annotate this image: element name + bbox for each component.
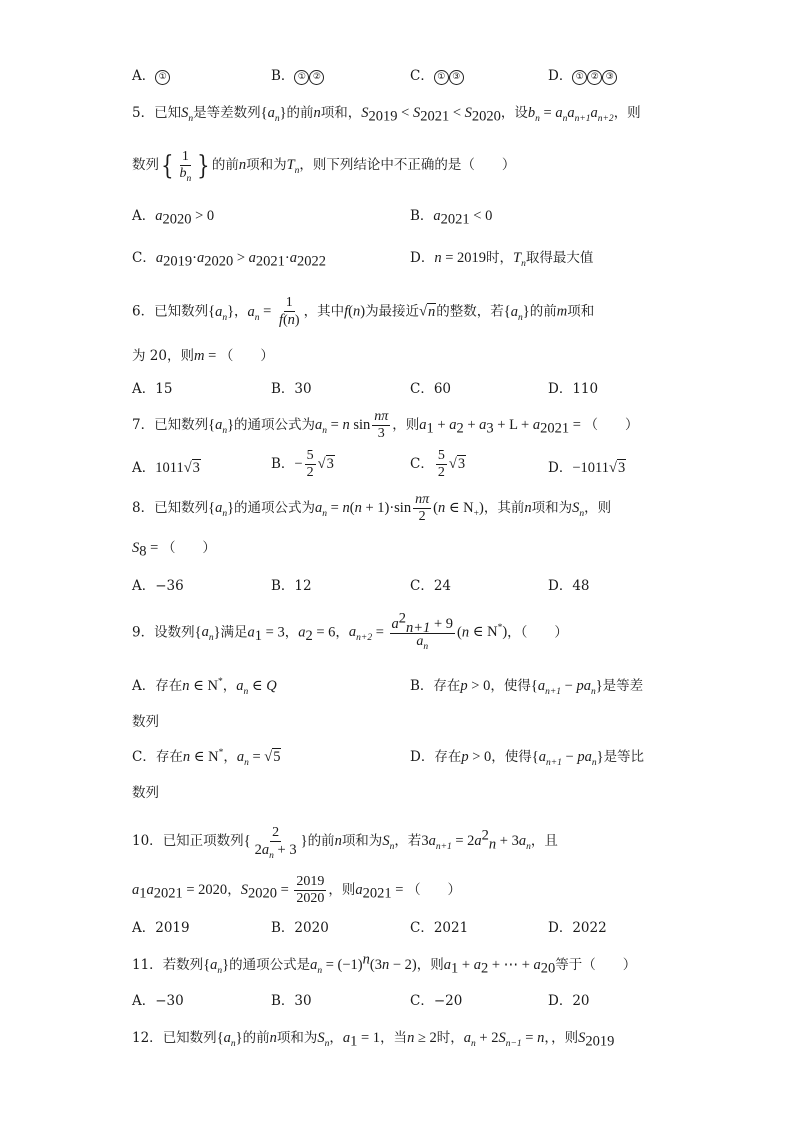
text: ，则下列结论中不正确的是（ ） [299, 157, 516, 173]
text: 的前 [242, 1030, 270, 1046]
text: ， [227, 882, 241, 898]
q7-option-d: D．−1011√3 [548, 460, 626, 476]
option-value: 30 [294, 993, 312, 1009]
text: 已知数列 [154, 500, 209, 516]
option-label: A． [132, 993, 156, 1009]
question-10-stem-line2: $a_1a_{2021} = 2020$，$S_{2020}$ = $\frac{2019}{2020}$ ，则$a_{2021}$ = （ ） [132, 874, 462, 906]
question-7-stem: 7．已知数列$\{a_n\}$的通项公式为$a_n = n$ sin $\frac{n\pi}{3}$ ，则$a_1 + a_2 + a_3 + L + a_{2021}$ = （ ） [132, 409, 639, 441]
text: A．存在 [132, 678, 183, 694]
option-label: C． [132, 250, 156, 266]
q7-option-a: A．1011√3 [132, 460, 200, 476]
option-label: D． [548, 993, 573, 1009]
text: 为最接近 [365, 303, 420, 320]
q8-option-c [410, 576, 451, 596]
text: 为 20，则 [132, 348, 194, 364]
q11-option-c [410, 991, 462, 1011]
option-value: −30 [155, 993, 184, 1009]
option-label: A． [132, 208, 156, 224]
q9-option-b-cont [132, 712, 159, 732]
option-label: B． [410, 208, 434, 224]
text: 数列 [132, 157, 159, 173]
q7-option-c: C． $\frac{5}{2}$ √3 [410, 448, 466, 480]
q10-option-b [271, 918, 329, 938]
q4-option-d [548, 66, 617, 86]
option-label: D． [548, 578, 573, 594]
text: ，则 [584, 500, 612, 516]
text: C．存在 [132, 749, 183, 765]
text: 已知正项数列 [162, 833, 244, 849]
text: 已知 [154, 105, 182, 121]
question-number: 9． [132, 624, 155, 641]
option-label: D． [548, 68, 573, 84]
q4-option-b [271, 66, 324, 86]
text: 时， [486, 250, 514, 266]
question-5-stem: 5．已知$S_n$是等差数列$\{a_n\}$的前n项和，$S_{2019} < S_{2021} < S_{2020}$，设$b_n = a_na_{n+1}a_{n+2}$，则 [132, 105, 641, 125]
text: 设数列 [154, 624, 195, 641]
text: 项和为 [531, 500, 573, 516]
option-label: B． [271, 993, 295, 1009]
question-12-stem: 12．已知数列$\{a_n\}$的前n项和为$S_n$，$a_1 = 1$，当n ≥ 2时，$a_n + 2S_{n-1} = n$，，则$S_{2019}$ [132, 1030, 615, 1050]
q8-option-d [548, 576, 590, 596]
text: 取得最大值 [525, 250, 594, 266]
q5-option-b: B．$a_{2021} < 0$ [410, 208, 493, 228]
text: 的前 [307, 833, 335, 849]
text: （ ） [161, 540, 216, 556]
text: 已知数列 [154, 303, 209, 320]
option-value: −36 [155, 578, 184, 594]
q6-option-d [548, 379, 598, 399]
text: 是等差数列 [193, 105, 261, 121]
text: 的通项公式为 [234, 417, 316, 433]
text: 项和 [567, 303, 595, 320]
text: 的整数，若 [436, 303, 504, 320]
q9-option-d-cont [132, 783, 159, 803]
option-label: C． [410, 993, 434, 1009]
text: 等于（ ） [555, 957, 637, 973]
text: （ ） [407, 882, 462, 898]
text: D．存在 [410, 749, 462, 765]
text: （ ） [584, 417, 639, 433]
question-number: 6． [132, 303, 155, 320]
text: 是等差 [602, 678, 644, 694]
question-number: 10． [132, 833, 163, 849]
text: 满足 [220, 624, 248, 641]
question-number: 7． [132, 417, 155, 433]
option-label: B． [271, 456, 295, 472]
question-9-stem: 9．设数列$\{a_n\}$满足$a_1 = 3$，$a_2 = 6$，$a_{n+2}$ = $\frac{a^2_{n+1} + 9}{a_n}$ (n ∈ N*)，（ ） [132, 610, 568, 652]
text: ，且 [530, 833, 558, 849]
option-value: 110 [572, 381, 599, 397]
text: 是等比 [603, 749, 645, 765]
q5-option-c: C．$a_{2019}\cdot a_{2020} > a_{2021}\cdot a_{2022}$ [132, 250, 326, 270]
text: ，则 [328, 882, 356, 898]
q6-option-c [410, 379, 451, 399]
circled-number: ① [434, 70, 449, 85]
text: ，若 [394, 833, 422, 849]
text: ， [222, 678, 237, 694]
question-number: 5． [132, 105, 155, 121]
text: 项和， [320, 105, 362, 121]
text: 已知数列 [154, 417, 209, 433]
q11-option-a [132, 991, 184, 1011]
text: ， [329, 1030, 343, 1046]
option-label: B． [271, 68, 295, 84]
text: ，其中 [303, 303, 345, 320]
text: ， [223, 749, 237, 765]
option-label: D． [548, 381, 573, 397]
option-label: D． [548, 460, 573, 476]
option-value: 12 [294, 578, 312, 594]
q5-option-d: D．n = 2019时，$T_n$取得最大值 [410, 250, 594, 269]
circled-number: ③ [449, 70, 464, 85]
question-11-stem: 11．若数列$\{a_n\}$的通项公式是$a_n = (-1)^n(3n - 2)$，则$a_1 + a_2$ + ⋯ + $a_{20}$等于（ ） [132, 951, 637, 977]
question-number: 12． [132, 1030, 163, 1046]
option-label: B． [271, 381, 295, 397]
text: B．存在 [410, 678, 461, 694]
text: 的前 [529, 303, 557, 320]
option-value: −20 [433, 993, 463, 1009]
option-label: C． [410, 381, 434, 397]
text: ， [284, 624, 299, 641]
q6-option-b [271, 379, 312, 399]
option-label: D． [548, 920, 573, 936]
text: 的通项公式是 [229, 957, 311, 973]
question-10-stem: 10．已知正项数列{ $\frac{2}{2a_n + 3}$ }的前n项和为$S_n$，若$3a_{n+1} = 2a^2_n + 3a_n$，且 [132, 824, 558, 861]
option-label: A． [132, 68, 156, 84]
question-5-stem-line2: 数列{ $\frac{1}{b_n}$ } 的前n项和为$T_n$，则下列结论中不正确的是（ ） [132, 149, 516, 184]
option-label: C． [410, 920, 434, 936]
q4-option-a [132, 66, 170, 86]
question-6-stem-line2: 为 20，则m = （ ） [132, 348, 274, 364]
text: 的前 [286, 105, 314, 121]
circled-number: ③ [602, 70, 617, 85]
text: 时， [436, 1030, 464, 1046]
text: ，（ ） [507, 624, 568, 641]
option-value: 2021 [433, 920, 469, 936]
option-label: C． [410, 578, 434, 594]
text: ，则 [392, 417, 420, 433]
option-label: C． [410, 68, 434, 84]
q8-option-b [271, 576, 312, 596]
question-8-stem: 8．已知数列$\{a_n\}$的通项公式为$a_n = n(n + 1)\cdot\sin$ $\frac{n\pi}{2}$ (n ∈ $N_+$)，其前n项和为$S_n$，则 [132, 492, 612, 524]
q10-option-d [548, 918, 607, 938]
text: ，设 [500, 105, 528, 121]
question-number: 11． [132, 957, 163, 973]
text: 数列 [132, 714, 159, 730]
circled-number: ① [572, 70, 587, 85]
q5-option-a: A．$a_{2020} > 0$ [132, 208, 215, 228]
q6-option-a [132, 379, 172, 399]
q7-option-b: B．− $\frac{5}{2}$ √3 [271, 448, 334, 480]
text: ， [234, 303, 248, 320]
q10-option-c [410, 918, 468, 938]
question-number: 8． [132, 500, 155, 516]
q9-option-d: D．存在p > 0，使得$\{a_{n+1} - pa_n\}$是等比 [410, 749, 645, 768]
option-value: 15 [155, 381, 173, 397]
q4-option-c [410, 66, 464, 86]
text: ，使得 [490, 678, 531, 694]
option-value: 60 [433, 381, 452, 397]
option-label: B． [271, 920, 295, 936]
text: 项和为 [341, 833, 383, 849]
text: ，，则 [544, 1030, 579, 1046]
text: ，其前 [483, 500, 525, 516]
text: 的通项公式为 [234, 500, 316, 516]
option-label: A． [132, 920, 156, 936]
text: （ ） [219, 348, 274, 364]
option-label: D． [410, 250, 435, 266]
question-6-stem: 6．已知数列$\{a_n\}$，$a_n$ = $\frac{1}{f(n)}$ ，其中f(n)为最接近√n的整数，若$\{a_n\}$的前m项和 [132, 295, 595, 328]
question-8-stem-line2: $S_8$ = （ ） [132, 540, 216, 560]
circled-number: ② [309, 70, 324, 85]
text: 项和为 [246, 157, 287, 173]
circled-number: ② [587, 70, 602, 85]
option-value: 30 [294, 381, 312, 397]
option-label: C． [410, 456, 434, 472]
option-value: 48 [572, 578, 590, 594]
text: ，当 [380, 1030, 408, 1046]
text: 数列 [132, 785, 159, 801]
text: 已知数列 [162, 1030, 217, 1046]
q11-option-b [271, 991, 312, 1011]
option-label: A． [132, 460, 156, 476]
text: ，使得 [491, 749, 532, 765]
text: ， [335, 624, 349, 641]
text: 的前 [211, 157, 239, 173]
option-value: 20 [572, 993, 590, 1009]
option-label: A． [132, 578, 156, 594]
text: 项和为 [276, 1030, 318, 1046]
option-value: 2019 [155, 920, 190, 936]
option-value: 24 [433, 578, 452, 594]
text: 若数列 [162, 957, 204, 973]
circled-number: ① [294, 70, 309, 85]
option-label: B． [271, 578, 295, 594]
option-value: 2022 [572, 920, 607, 936]
q10-option-a [132, 918, 190, 938]
text: ，则 [613, 105, 641, 121]
q9-option-a: A．存在n ∈ N*，$a_n$ ∈ Q [132, 677, 277, 697]
option-label: A． [132, 381, 156, 397]
q9-option-b: B．存在p > 0，使得$\{a_{n+1} - pa_n\}$是等差 [410, 678, 644, 697]
circled-number: ① [155, 70, 170, 85]
q9-option-c: C．存在n ∈ N*，$a_n = √5$ [132, 748, 281, 768]
text: ，则 [416, 957, 444, 973]
q11-option-d [548, 991, 590, 1011]
option-value: 2020 [294, 920, 329, 936]
q8-option-a [132, 576, 184, 596]
